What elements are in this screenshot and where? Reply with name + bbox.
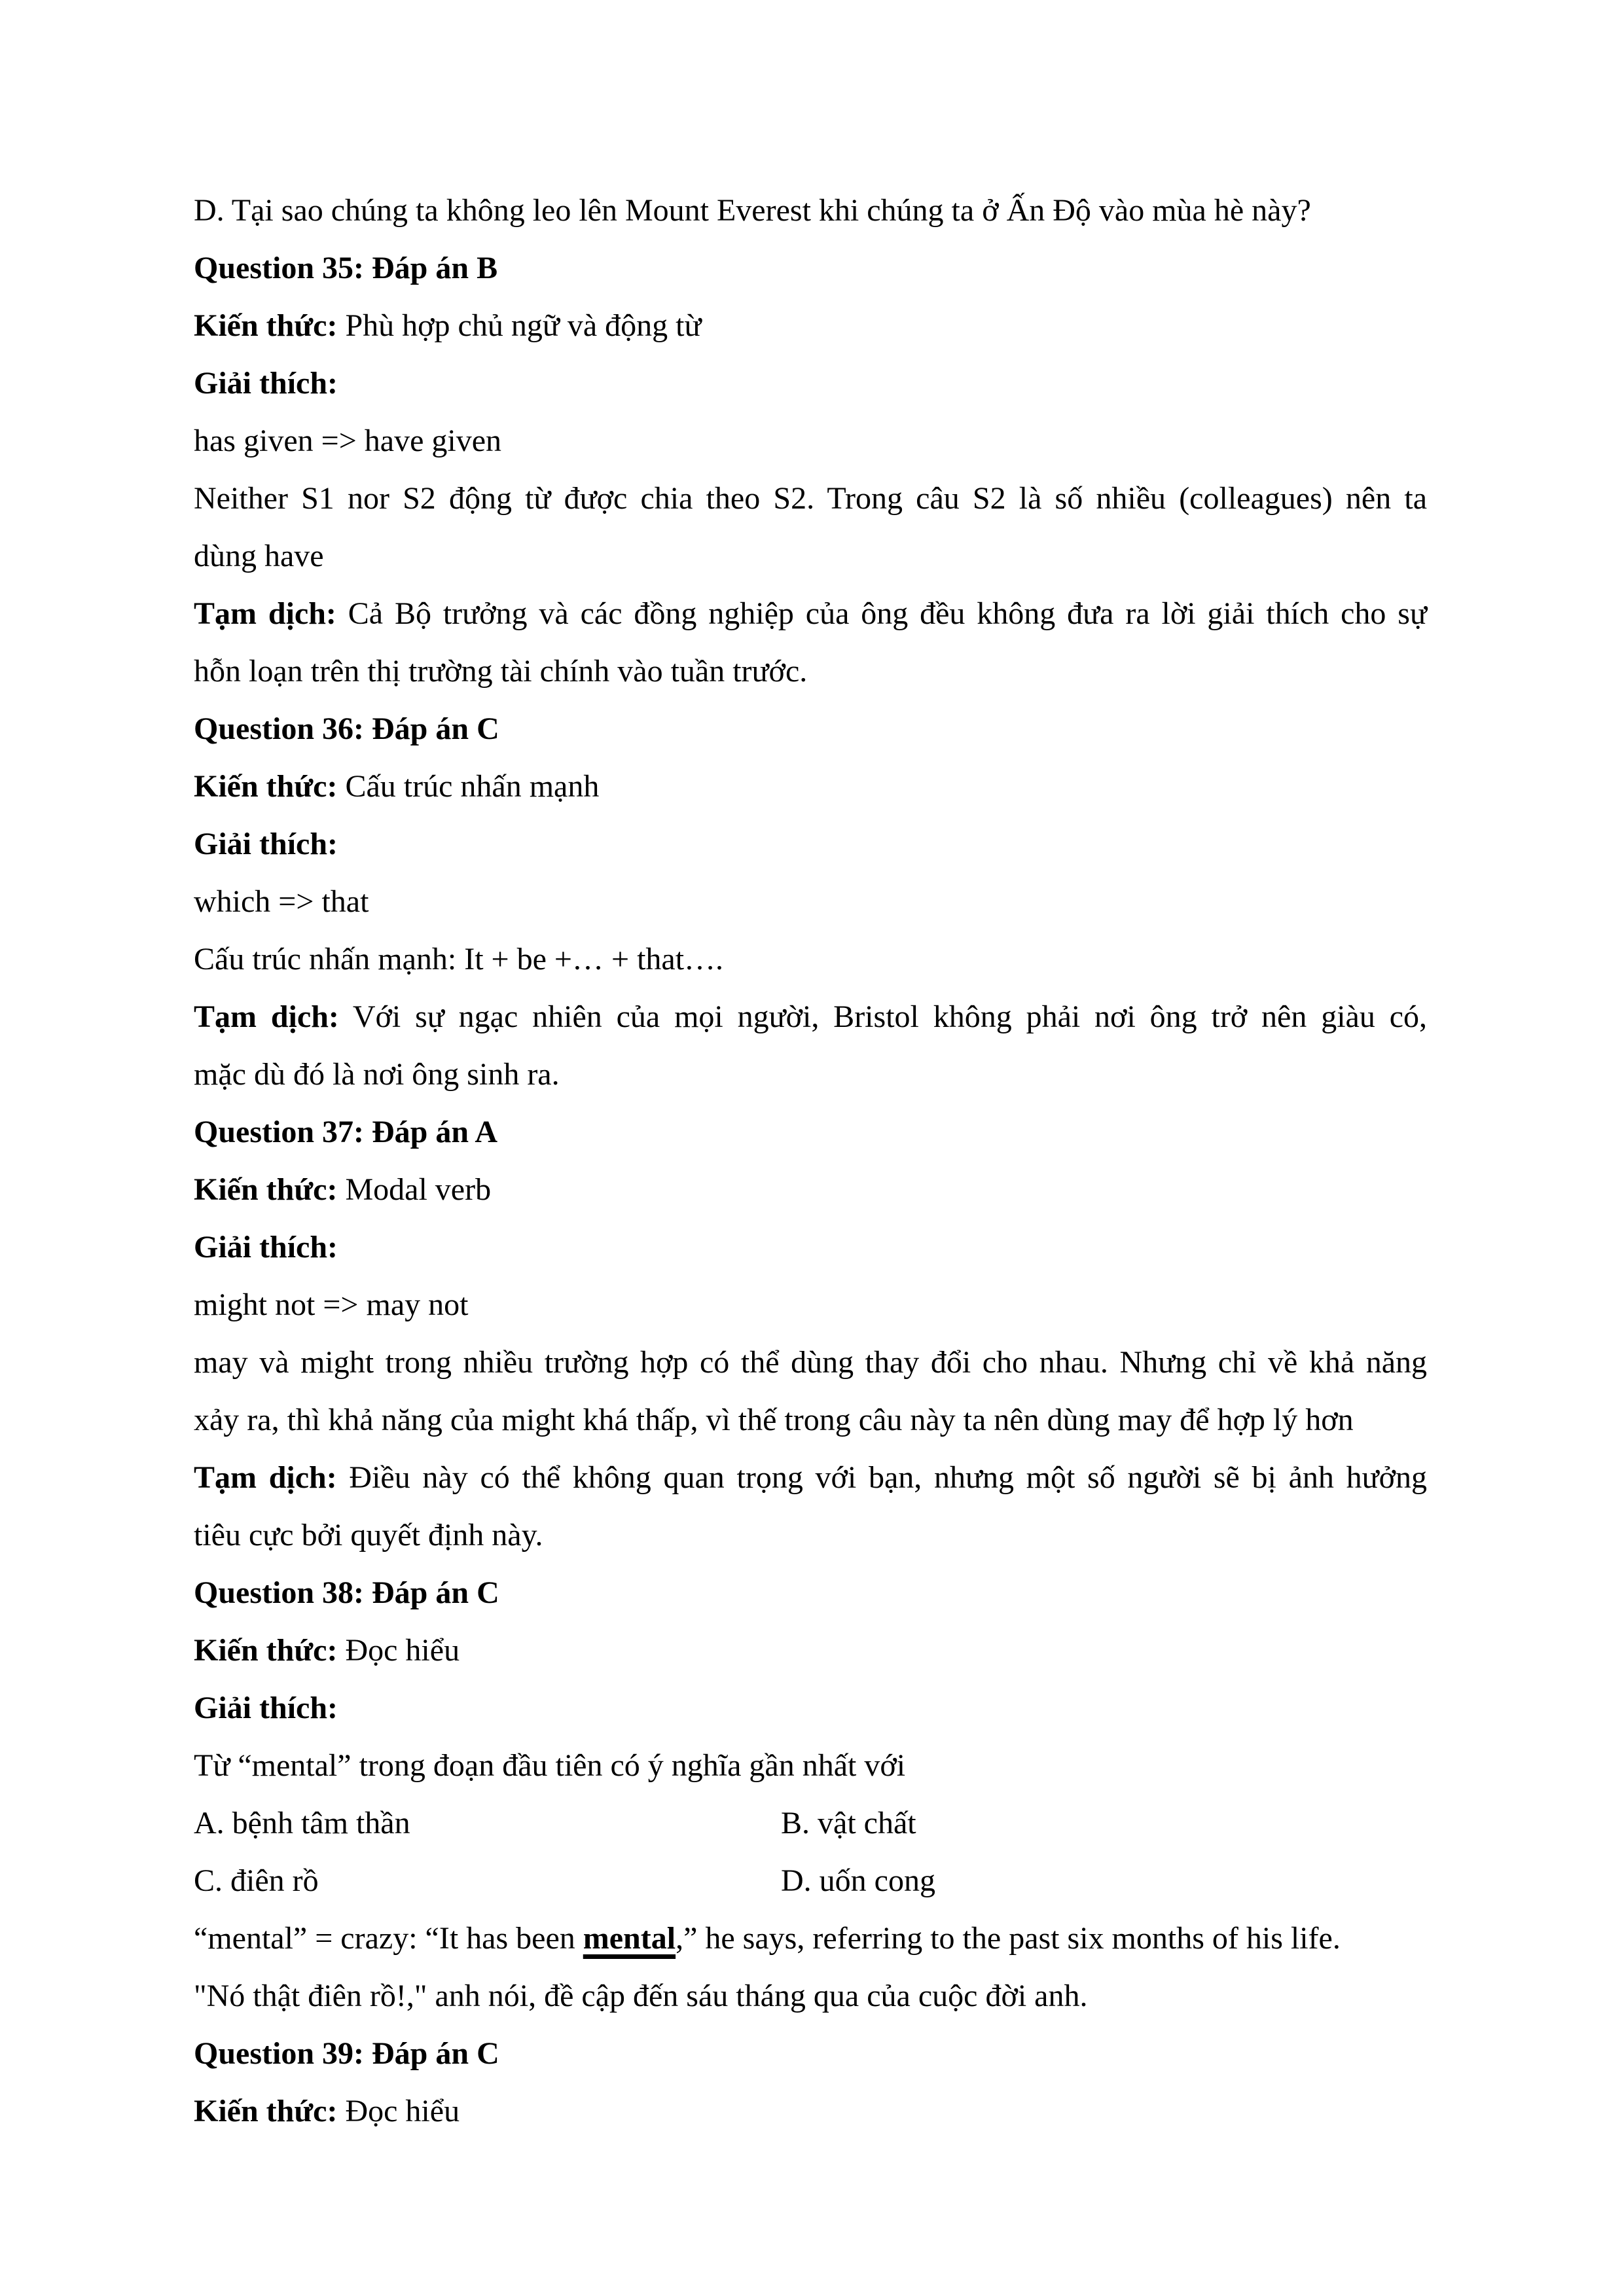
kien-thuc-38-line	[194, 1622, 1427, 1679]
explanation-35-line-1	[194, 470, 1427, 528]
kien-thuc-36-line	[194, 758, 1427, 816]
tam-dich-36-line-1	[194, 988, 1427, 1046]
kien-thuc-35-line	[194, 297, 1427, 355]
giai-thich-label: Giải thích:	[194, 827, 338, 861]
quote-translation-line	[194, 1967, 1427, 2025]
question-39-header	[194, 2025, 1427, 2083]
giai-thich-38-header	[194, 1679, 1427, 1737]
answer-key-document	[194, 182, 1427, 2140]
giai-thich-label: Giải thích:	[194, 1230, 338, 1265]
line-text: mặc dù đó là nơi ông sinh ra.	[194, 1057, 560, 1092]
explanation-37-line-2	[194, 1391, 1427, 1449]
mental-highlighted-word: mental	[583, 1921, 676, 1956]
giai-thich-35-header	[194, 355, 1427, 412]
tam-dich-label: Tạm dịch:	[194, 596, 336, 631]
quote-pre-text: “mental” = crazy: “It has been	[194, 1921, 583, 1956]
option-c-text: C. điên rồ	[194, 1863, 319, 1898]
question-35-label: Question 35: Đáp án B	[194, 251, 498, 285]
question-37-label: Question 37: Đáp án A	[194, 1115, 498, 1149]
line-text: which => that	[194, 884, 369, 919]
line-text: D. Tại sao chúng ta không leo lên Mount Everest khi chúng ta ở Ấn Độ vào mùa hè này?	[194, 193, 1311, 228]
kien-thuc-value: Đọc hiểu	[337, 2094, 460, 2128]
tam-dich-value: Điều này có thể không quan trọng với bạn, nhưng một số người sẽ bị ảnh hưởng	[336, 1460, 1427, 1495]
question-38-header	[194, 1564, 1427, 1622]
line-text: has given => have given	[194, 423, 502, 458]
line-text: Từ “mental” trong đoạn đầu tiên có ý nghĩa gần nhất với	[194, 1748, 906, 1783]
giai-thich-label: Giải thích:	[194, 366, 338, 401]
line-text: xảy ra, thì khả năng của might khá thấp, vì thế trong câu này ta nên dùng may để hợp lý hơn	[194, 1403, 1354, 1437]
question-38-prompt	[194, 1737, 1427, 1795]
quote-post-text: ,” he says, referring to the past six months of his life.	[676, 1921, 1341, 1956]
option-a-text: A. bệnh tâm thần	[194, 1806, 410, 1840]
explanation-37-line-1	[194, 1334, 1427, 1391]
question-37-header	[194, 1103, 1427, 1161]
kien-thuc-label: Kiến thức:	[194, 769, 338, 804]
kien-thuc-value: Modal verb	[337, 1172, 492, 1207]
tam-dich-label: Tạm dịch:	[194, 999, 339, 1034]
kien-thuc-label: Kiến thức:	[194, 1633, 338, 1668]
kien-thuc-value: Đọc hiểu	[337, 1633, 460, 1668]
giai-thich-37-header	[194, 1219, 1427, 1276]
kien-thuc-label: Kiến thức:	[194, 308, 338, 343]
kien-thuc-label: Kiến thức:	[194, 2094, 338, 2128]
kien-thuc-label: Kiến thức:	[194, 1172, 338, 1207]
tam-dich-35-line-1	[194, 585, 1427, 643]
explanation-35-line-2	[194, 528, 1427, 585]
quote-evidence-line	[194, 1910, 1427, 1967]
kien-thuc-39-line	[194, 2083, 1427, 2140]
option-d-text: D. uốn cong	[781, 1863, 935, 1898]
giai-thich-36-header	[194, 816, 1427, 873]
line-text: Cấu trúc nhấn mạnh: It + be +… + that….	[194, 942, 724, 977]
answer-options-row-ab	[194, 1795, 1427, 1852]
tam-dich-37-line-2	[194, 1507, 1427, 1564]
line-text: dùng have	[194, 539, 324, 573]
correction-35-line	[194, 412, 1427, 470]
option-d-line	[194, 182, 1427, 240]
line-text: Neither S1 nor S2 động từ được chia theo S2. Trong câu S2 là số nhiều (colleagues) nên ta	[194, 481, 1427, 516]
giai-thich-label: Giải thích:	[194, 1691, 338, 1725]
question-36-header	[194, 700, 1427, 758]
line-text: may và might trong nhiều trường hợp có thể dùng thay đổi cho nhau. Nhưng chỉ về khả năng	[194, 1345, 1427, 1380]
correction-36-line	[194, 873, 1427, 931]
kien-thuc-value: Phù hợp chủ ngữ và động từ	[337, 308, 702, 343]
answer-options-row-cd	[194, 1852, 1427, 1910]
tam-dich-value: Cả Bộ trưởng và các đồng nghiệp của ông đều không đưa ra lời giải thích cho sự	[336, 596, 1427, 631]
structure-36-line	[194, 931, 1427, 988]
question-38-label: Question 38: Đáp án C	[194, 1575, 499, 1610]
tam-dich-36-line-2	[194, 1046, 1427, 1103]
tam-dich-label: Tạm dịch:	[194, 1460, 337, 1495]
correction-37-line	[194, 1276, 1427, 1334]
tam-dich-value: Với sự ngạc nhiên của mọi người, Bristol không phải nơi ông trở nên giàu có,	[338, 999, 1427, 1034]
line-text: might not => may not	[194, 1287, 469, 1322]
kien-thuc-value: Cấu trúc nhấn mạnh	[337, 769, 600, 804]
line-text: tiêu cực bởi quyết định này.	[194, 1518, 543, 1552]
line-text: hỗn loạn trên thị trường tài chính vào tuần trước.	[194, 654, 808, 689]
tam-dich-35-line-2	[194, 643, 1427, 700]
question-39-label: Question 39: Đáp án C	[194, 2036, 499, 2071]
option-b-text: B. vật chất	[781, 1806, 916, 1840]
line-text: "Nó thật điên rồ!," anh nói, đề cập đến sáu tháng qua của cuộc đời anh.	[194, 1979, 1088, 2013]
question-35-header	[194, 240, 1427, 297]
question-36-label: Question 36: Đáp án C	[194, 711, 499, 746]
kien-thuc-37-line	[194, 1161, 1427, 1219]
tam-dich-37-line-1	[194, 1449, 1427, 1507]
